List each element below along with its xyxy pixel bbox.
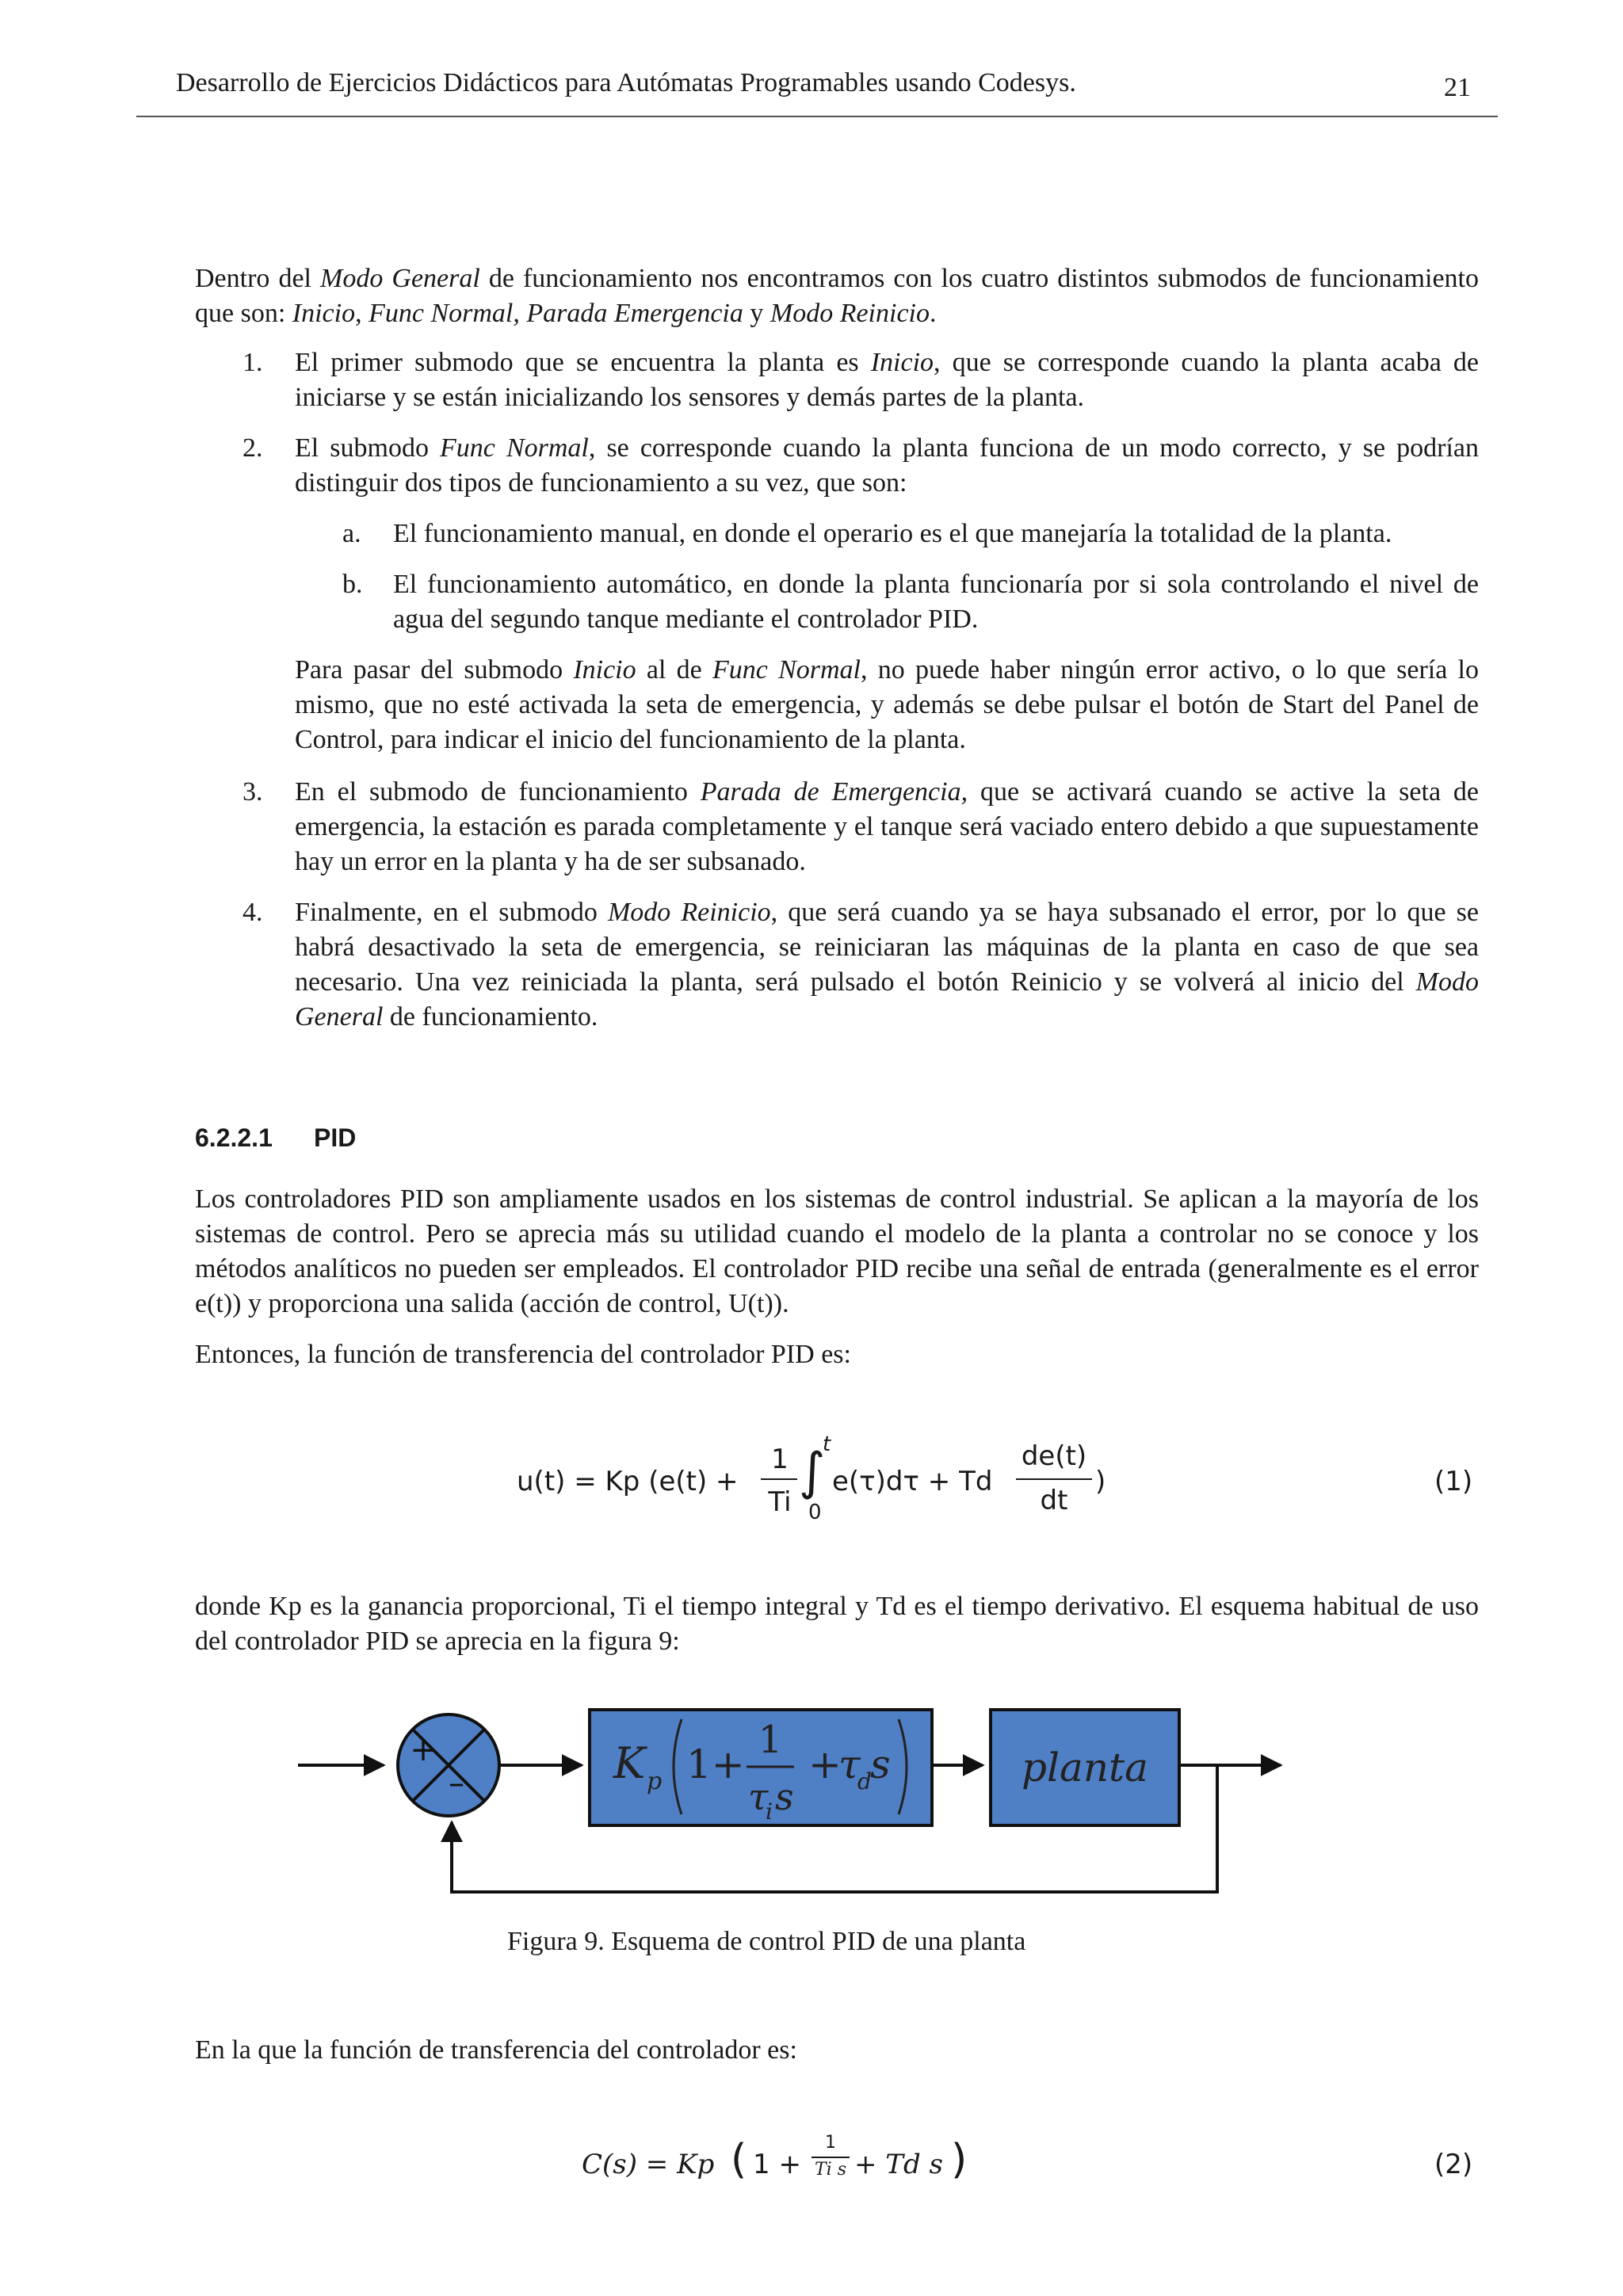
frac-numerator: 1 [758, 1718, 783, 1762]
equation-2-lhs: (s) = Kp [602, 2149, 715, 2180]
equation-1-frac-den: Ti [768, 1486, 792, 1518]
list-item-1: El primer submodo que se encuentra la planta es Inicio, que se corresponde cuando la planta acaba de iniciarse y se están inicializando los sensores y demás partes de la planta. [295, 348, 1480, 412]
tau-i: τ [748, 1775, 769, 1818]
s-derivative: s [870, 1741, 891, 1787]
sublist-letter-b: b. [342, 570, 363, 599]
equation-1-frac-num: 1 [771, 1444, 789, 1475]
equation-1-frac-bar [761, 1478, 797, 1480]
header-rule [136, 116, 1498, 117]
equation-1-upper-limit: t [823, 1432, 831, 1456]
equation-1-lhs: u(t) = Kp (e(t) + [517, 1466, 739, 1497]
list-number-3: 3. [242, 777, 263, 807]
equation-1-integrand: e(τ)dτ + Td [832, 1466, 993, 1497]
page-number: 21 [1444, 73, 1471, 102]
plant-label: planta [1022, 1745, 1148, 1791]
kp-symbol: K [613, 1738, 646, 1788]
equation-1-close-paren: ) [1095, 1466, 1106, 1497]
tau-i-subscript: i [766, 1798, 773, 1825]
one-plus: 1+ [686, 1741, 745, 1787]
sublist-item-a: El funcionamiento manual, en donde el operario es el que manejaría la totalidad de la planta. [393, 519, 1392, 548]
intro-paragraph: Dentro del Modo General de funcionamiento nos encontramos con los cuatro distintos submodos de funcionamiento que son: Inicio, Func Normal, Parada Emergencia y Modo Reinicio. [195, 264, 1479, 328]
list-number-2: 2. [242, 433, 263, 463]
tau-d: τ [838, 1741, 861, 1787]
equation-1-lower-limit: 0 [808, 1501, 822, 1524]
equation-2-open-paren: ( [731, 2136, 747, 2183]
list-item-2-continuation: Para pasar del submodo Inicio al de Func Normal, no puede haber ningún error activo, o lo que sería lo mismo, que no esté activada la seta de emergencia, y además se debe pulsar el botón de Start del Panel de Control, para indicar el inicio del funcionamiento de la planta. [295, 655, 1479, 754]
kp-subscript: p [647, 1768, 663, 1795]
list-item-3: En el submodo de funcionamiento Parada de Emergencia, que se activará cuando se active la seta de emergencia, la estación es parada completamente y el tanque será vaciado entero debido a que supuestamente hay un error en la planta y ha de ser subsanado. [295, 777, 1479, 876]
pid-paragraph: Los controladores PID son ampliamente usados en los sistemas de control industrial. Se aplican a la mayoría de los sistemas de control. Pero se aprecia más su utilidad cuando el modelo de la planta a controlar no se conoce y los métodos analíticos no pueden ser empleados. El controlador PID recibe una señal de entrada (generalmente es el error e(t)) y proporciona una salida (acción de control, U(t)). [195, 1184, 1479, 1318]
summing-junction [398, 1714, 499, 1816]
minus-sign: – [449, 1765, 464, 1802]
section-number: 6.2.2.1 [195, 1123, 273, 1152]
plus-sign: + [410, 1732, 437, 1768]
equation-2-frac-num: 1 [825, 2133, 836, 2153]
equation-2-tail: + Td s [854, 2149, 943, 2180]
equation-1-integral-sign: ∫ [799, 1443, 826, 1501]
list-number-1: 1. [242, 348, 263, 377]
list-item-4: Finalmente, en el submodo Modo Reinicio, que será cuando ya se haya subsanado el error, por lo que se habrá desactivado la seta de emergencia, se reiniciaran las máquinas de la planta en caso de que sea necesario. Una vez reiniciada la planta, será pulsado el botón Reinicio y se volverá al inicio del Modo General de funcionamiento. [295, 898, 1479, 1032]
after-figure-paragraph: En la que la función de transferencia del controlador es: [195, 2035, 797, 2065]
equation-1-deriv-den: dt [1040, 1485, 1068, 1516]
equation-1-number: (1) [1434, 1466, 1473, 1497]
plus-tau-d: + [808, 1741, 842, 1787]
equation-1-deriv-bar [1016, 1478, 1092, 1480]
after-equation-paragraph: donde Kp es la ganancia proporcional, Ti el tiempo integral y Td es el tiempo derivativo. El esquema habitual de uso del controlador PID se aprecia en la figura 9: [195, 1592, 1479, 1656]
sublist-item-b: El funcionamiento automático, en donde la planta funcionaría por si sola controlando el nivel de agua del segundo tanque mediante el controlador PID. [393, 570, 1479, 634]
section-title: PID [314, 1123, 357, 1152]
tau-d-subscript: d [857, 1768, 872, 1794]
list-number-4: 4. [242, 898, 263, 927]
equation-2-number: (2) [1434, 2149, 1473, 2180]
figure-caption: Figura 9. Esquema de control PID de una planta [507, 1927, 1026, 1956]
equation-2-frac-den: Ti s [815, 2160, 846, 2180]
sublist-letter-a: a. [342, 519, 361, 548]
equation-2-C: C [582, 2149, 603, 2180]
s-denominator: s [775, 1775, 794, 1818]
equation-2-close-paren: ) [951, 2136, 968, 2183]
equation-2-frac-bar [812, 2157, 850, 2158]
equation-1-deriv-num: de(t) [1021, 1440, 1087, 1472]
equation-2-one-plus: 1 + [753, 2149, 801, 2180]
running-header: Desarrollo de Ejercicios Didácticos para Autómatas Programables usando Codesys. [176, 68, 1076, 97]
list-item-2: El submodo Func Normal, se corresponde cuando la planta funciona de un modo correcto, y se podrían distinguir dos tipos de funcionamiento a su vez, que son: [295, 433, 1479, 498]
pid-block-diagram [285, 1695, 1331, 1925]
transfer-intro: Entonces, la función de transferencia del controlador PID es: [195, 1340, 851, 1369]
